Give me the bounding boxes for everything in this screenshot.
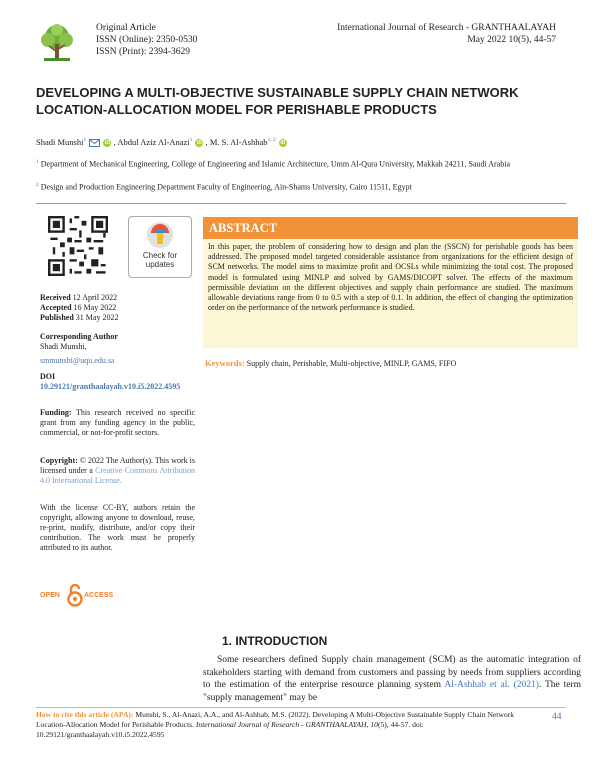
abstract-text: In this paper, the problem of considering how to design and plan the (SSCN) for perishable goods has been addressed. The proposed model targeted considerable assistance from organizations for the efficient design of SCM networks. The model aims to maximize profit and OCSLs while minimizing the total cost. The proposed model is formulated using MINLP and solved by GAMS/DICOPT solver. The effects of the maximum permissible deviation on the different objectives and supply chain performance are studied. The maximum allowable deviations range from 0 to 0.5 with a step of 0.1. In addition, the effect of changing the optimization order on the performance of the network performance is studied. xyxy=(208,242,573,313)
funding-statement xyxy=(40,408,195,438)
cite-journal: International Journal of Research - GRANTHAALAYAH, 10 xyxy=(195,720,378,729)
issn-print: ISSN (Print): 2394-3629 xyxy=(96,47,190,57)
introduction-paragraph xyxy=(203,654,581,704)
journal-name: International Journal of Research - GRANTHAALAYAH xyxy=(337,23,556,33)
doi-label-text: DOI xyxy=(40,372,56,381)
author-sup: 1 xyxy=(83,137,87,143)
updates-label: updates xyxy=(145,260,175,269)
affiliation-text: Design and Production Engineering Department Faculty of Engineering, Ain-Shams University, Cairo 11511, Egypt xyxy=(40,182,412,192)
published-row xyxy=(40,313,195,323)
doi-link[interactable]: 10.29121/granthaalayah.v10.i5.2022.4595 xyxy=(40,382,181,391)
published-date: 31 May 2022 xyxy=(75,313,119,322)
keywords-text: Supply chain, Perishable, Multi-objective, MINLP, GAMS, FIFO xyxy=(246,359,457,368)
affiliation-sup: 1 xyxy=(36,159,39,165)
open-access-access: ACCESS xyxy=(84,592,114,599)
email-icon[interactable] xyxy=(89,139,100,147)
abstract-box xyxy=(203,217,578,348)
journal-issue: May 2022 10(5), 44-57 xyxy=(467,35,556,45)
received-row xyxy=(40,293,195,303)
intro-text-a: Some researchers defined Supply chain management (SCM) as the automatic integration of stakeholders starting with demand from customers and passing by needs from suppliers according to the estimation of the enterprise resource planning system xyxy=(203,655,581,690)
journal-header-left xyxy=(96,22,197,58)
check-for-label: Check for xyxy=(142,251,178,260)
cite-tail: (5), 44-57. doi: 10.29121/granthaalayah.v10.i5.2022.4595 xyxy=(36,720,424,739)
orcid-icon[interactable]: iD xyxy=(196,139,202,146)
journal-logo-tree-icon xyxy=(36,22,78,66)
keywords-label: Keywords: xyxy=(205,358,245,368)
accepted-label: Accepted xyxy=(40,303,72,312)
issn-online: ISSN (Online): 2350-0530 xyxy=(96,35,198,45)
publication-dates xyxy=(40,293,195,323)
orcid-icon[interactable]: iD xyxy=(280,139,286,146)
intro-text-b: . The term "supply management" may be xyxy=(203,680,581,703)
copyright-text: © 2022 The Author(s). This work is licensed under a xyxy=(40,456,195,475)
accepted-row xyxy=(40,303,195,313)
corresponding-label-text: Corresponding Author xyxy=(40,332,118,341)
check-for-updates-icon xyxy=(146,221,174,249)
copyright-statement xyxy=(40,456,195,486)
author-name[interactable]: , Abdul Aziz Al-Anazi xyxy=(113,136,190,147)
intro-citation-link[interactable]: Al-Ashhab et al. (2021) xyxy=(444,680,539,690)
corresponding-name: Shadi Munshi, xyxy=(40,342,87,351)
open-access-open: OPEN xyxy=(40,592,60,599)
affiliation-text: Department of Mechanical Engineering, College of Engineering and Islamic Architecture, Umm Al-Qura University, Makkah 24211, Saudi Arabia xyxy=(40,159,511,169)
funding-text: This research received no specific grant from any funding agency in the public, commercial, or not-for-profit sectors. xyxy=(40,408,195,437)
corresponding-label xyxy=(40,332,195,342)
corresponding-email-link[interactable]: smmunshi@uqu.edu.sa xyxy=(40,356,115,365)
affiliation-2 xyxy=(36,180,581,193)
received-label: Received xyxy=(40,293,71,302)
corresponding-author xyxy=(40,332,195,366)
received-date: 12 April 2022 xyxy=(72,293,118,302)
cite-text: Munshi, S., Al-Anazi, A.A., and Al-Ashhab, M.S. (2022). Developing A Multi-Objective Sustainable Supply Chain Network Location-Allocation Model for Perishable Products. xyxy=(36,710,515,729)
doi-label xyxy=(40,372,195,382)
paper-title: DEVELOPING A MULTI-OBJECTIVE SUSTAINABLE SUPPLY CHAIN NETWORK LOCATION-ALLOCATION MODEL FOR PERISHABLE PRODUCTS xyxy=(36,85,519,117)
how-to-cite xyxy=(36,710,516,740)
copyright-label: Copyright: xyxy=(40,456,78,465)
article-type: Original Article xyxy=(96,23,156,33)
affiliation-1 xyxy=(36,157,581,170)
license-link[interactable]: Creative Commons Attribution 4.0 International License. xyxy=(40,466,196,485)
check-for-updates-button[interactable] xyxy=(128,216,192,278)
author-sup: 1, 2 xyxy=(267,137,276,143)
header-divider xyxy=(36,203,566,204)
introduction-heading: 1. INTRODUCTION xyxy=(222,634,328,648)
abstract-heading: ABSTRACT xyxy=(203,217,578,239)
qr-code[interactable] xyxy=(48,216,108,276)
published-label: Published xyxy=(40,313,74,322)
author-list xyxy=(36,135,287,148)
author-name[interactable]: Shadi Munshi xyxy=(36,136,84,147)
open-access-badge xyxy=(40,583,120,611)
funding-label: Funding: xyxy=(40,408,72,417)
affiliation-sup: 2 xyxy=(36,182,39,188)
accepted-date: 16 May 2022 xyxy=(73,303,117,312)
open-access-lock-icon xyxy=(67,583,83,607)
orcid-icon[interactable]: iD xyxy=(104,139,110,146)
author-sup: 1 xyxy=(189,137,193,143)
journal-header-right xyxy=(337,22,556,46)
cite-label: How to cite this article (APA): xyxy=(36,710,134,719)
keywords xyxy=(205,358,456,369)
author-name[interactable]: , M. S. Al-Ashhab xyxy=(205,136,268,147)
license-statement: With the license CC-BY, authors retain the copyright, allowing anyone to download, reuse, re-print, modify, distribute, and/or copy their contribution. The work must be properly attributed to its author. xyxy=(40,503,195,552)
footer-divider xyxy=(36,707,566,708)
page-number: 44 xyxy=(552,712,562,722)
